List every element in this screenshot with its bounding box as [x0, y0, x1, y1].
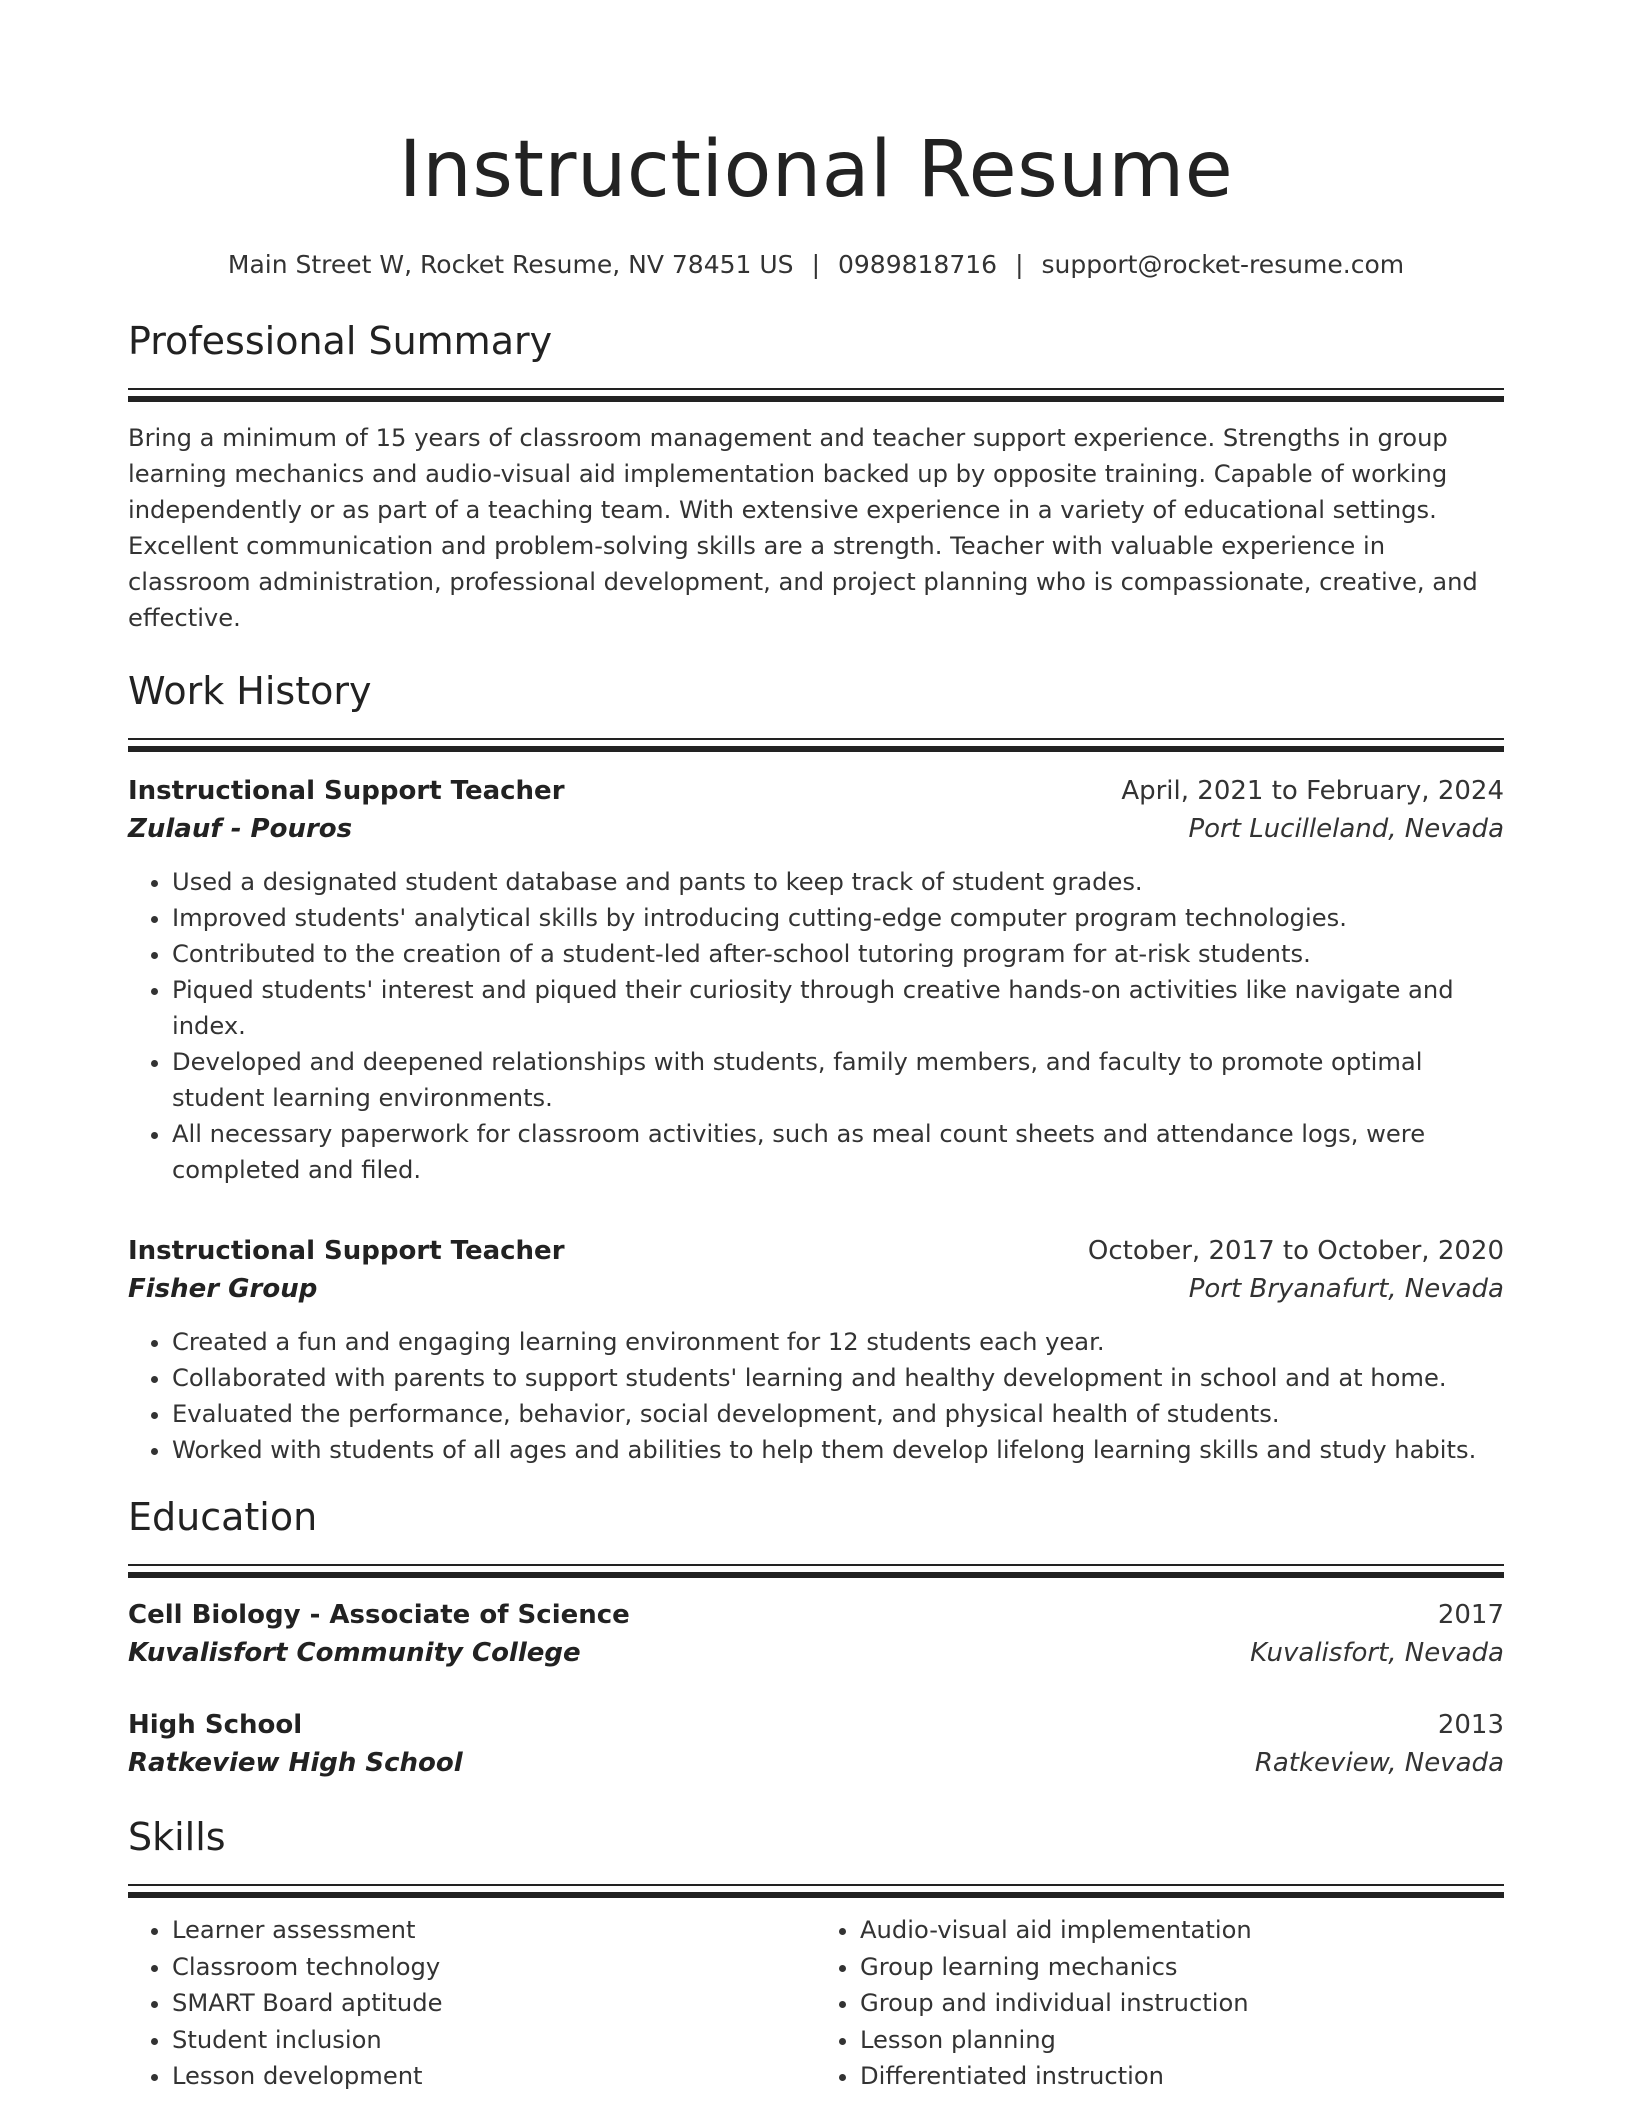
contact-separator: |: [1015, 250, 1024, 279]
skills-heading: Skills: [128, 1815, 226, 1859]
contact-address: Main Street W, Rocket Resume, NV 78451 US: [227, 250, 794, 279]
summary-heading: Professional Summary: [128, 319, 553, 363]
list-item: • Piqued students' interest and piqued their curiosity through creative hands-on activities like navigate and index.: [172, 972, 1504, 1044]
skills-columns: [128, 1912, 1504, 2095]
list-item: • Collaborated with parents to support students' learning and healthy development in school and at home.: [172, 1360, 1504, 1396]
education-entry: [128, 1596, 1504, 1672]
section-divider-thin: [128, 1564, 1504, 1566]
skill-item: • Lesson planning: [860, 2022, 1504, 2059]
education-location: Ratkeview, Nevada: [1254, 1748, 1504, 1778]
section-divider-thin: [128, 1884, 1504, 1886]
job-company-row: [128, 810, 1504, 848]
education-header-row: [128, 1596, 1504, 1634]
skill-item: • Group and individual instruction: [860, 1985, 1504, 2022]
section-divider-thick: [128, 1892, 1504, 1898]
education-school: Ratkeview High School: [128, 1748, 463, 1778]
education-school: Kuvalisfort Community College: [128, 1638, 581, 1668]
skill-item: • Classroom technology: [172, 1949, 816, 1986]
skill-item: • Learner assessment: [172, 1912, 816, 1949]
job-bullets: [128, 1324, 1504, 1468]
list-item: • Evaluated the performance, behavior, social development, and physical health of students.: [172, 1396, 1504, 1432]
education-heading: Education: [128, 1495, 318, 1539]
contact-email[interactable]: support@rocket-resume.com: [1041, 250, 1405, 279]
skill-item: • Lesson development: [172, 2058, 816, 2095]
list-item: • Worked with students of all ages and abilities to help them develop lifelong learning skills and study habits.: [172, 1432, 1504, 1468]
job-title: Instructional Support Teacher: [128, 776, 565, 806]
summary-text: Bring a minimum of 15 years of classroom management and teacher support experience. Strengths in group learning mechanics and audio-visual aid implementation backed up by opposite training. Capable of working independently or as part of a teaching team. With extensive experience in a variety of educational settings. Excellent communication and problem-solving skills are a strength. Teacher with valuable experience in classroom administration, professional development, and project planning who is compassionate, creative, and effective.: [128, 424, 1478, 632]
work-history-heading: Work History: [128, 669, 372, 713]
skill-item: • Differentiated instruction: [860, 2058, 1504, 2095]
job-dates: October, 2017 to October, 2020: [1087, 1236, 1504, 1266]
skills-list-left: [128, 1912, 816, 2095]
job-location: Port Lucilleland, Nevada: [1188, 814, 1504, 844]
job-company-row: [128, 1270, 1504, 1308]
education-location: Kuvalisfort, Nevada: [1250, 1638, 1504, 1668]
work-history-section: [128, 666, 1504, 1468]
job-bullets: [128, 864, 1504, 1188]
education-year: 2017: [1437, 1600, 1504, 1630]
section-divider-thin: [128, 738, 1504, 740]
job-header-row: [128, 1232, 1504, 1270]
list-item: • Used a designated student database and pants to keep track of student grades.: [172, 864, 1504, 900]
contact-phone: 0989818716: [838, 250, 998, 279]
contact-line: [128, 248, 1504, 282]
education-degree: Cell Biology - Associate of Science: [128, 1600, 630, 1630]
education-year: 2013: [1437, 1710, 1504, 1740]
summary-section: [128, 316, 1504, 636]
education-degree: High School: [128, 1710, 303, 1740]
job-header-row: [128, 772, 1504, 810]
skill-item: • Group learning mechanics: [860, 1949, 1504, 1986]
skill-item: • Audio-visual aid implementation: [860, 1912, 1504, 1949]
contact-separator: |: [811, 250, 820, 279]
job-location: Port Bryanafurt, Nevada: [1188, 1274, 1504, 1304]
list-item: • Developed and deepened relationships with students, family members, and faculty to promote optimal student learning environments.: [172, 1044, 1504, 1116]
job-company: Zulauf - Pouros: [128, 814, 353, 844]
job-entry: [128, 1232, 1504, 1468]
job-dates: April, 2021 to February, 2024: [1121, 776, 1504, 806]
education-header-row: [128, 1706, 1504, 1744]
education-section: [128, 1492, 1504, 1782]
education-entry: [128, 1706, 1504, 1782]
skill-item: • Student inclusion: [172, 2022, 816, 2059]
education-school-row: [128, 1744, 1504, 1782]
list-item: • Improved students' analytical skills by introducing cutting-edge computer program technologies.: [172, 900, 1504, 936]
skill-item: • SMART Board aptitude: [172, 1985, 816, 2022]
job-entry: [128, 772, 1504, 1188]
section-divider-thin: [128, 388, 1504, 390]
skills-section: [128, 1812, 1504, 2095]
list-item: • All necessary paperwork for classroom activities, such as meal count sheets and attendance logs, were completed and filed.: [172, 1116, 1504, 1188]
section-divider-thick: [128, 396, 1504, 402]
list-item: • Created a fun and engaging learning environment for 12 students each year.: [172, 1324, 1504, 1360]
list-item: • Contributed to the creation of a student-led after-school tutoring program for at-risk students.: [172, 936, 1504, 972]
section-divider-thick: [128, 1572, 1504, 1578]
job-company: Fisher Group: [128, 1274, 318, 1304]
education-school-row: [128, 1634, 1504, 1672]
skills-list-right: [816, 1912, 1504, 2095]
section-divider-thick: [128, 746, 1504, 752]
job-title: Instructional Support Teacher: [128, 1236, 565, 1266]
resume-title: Instructional Resume: [398, 125, 1234, 215]
